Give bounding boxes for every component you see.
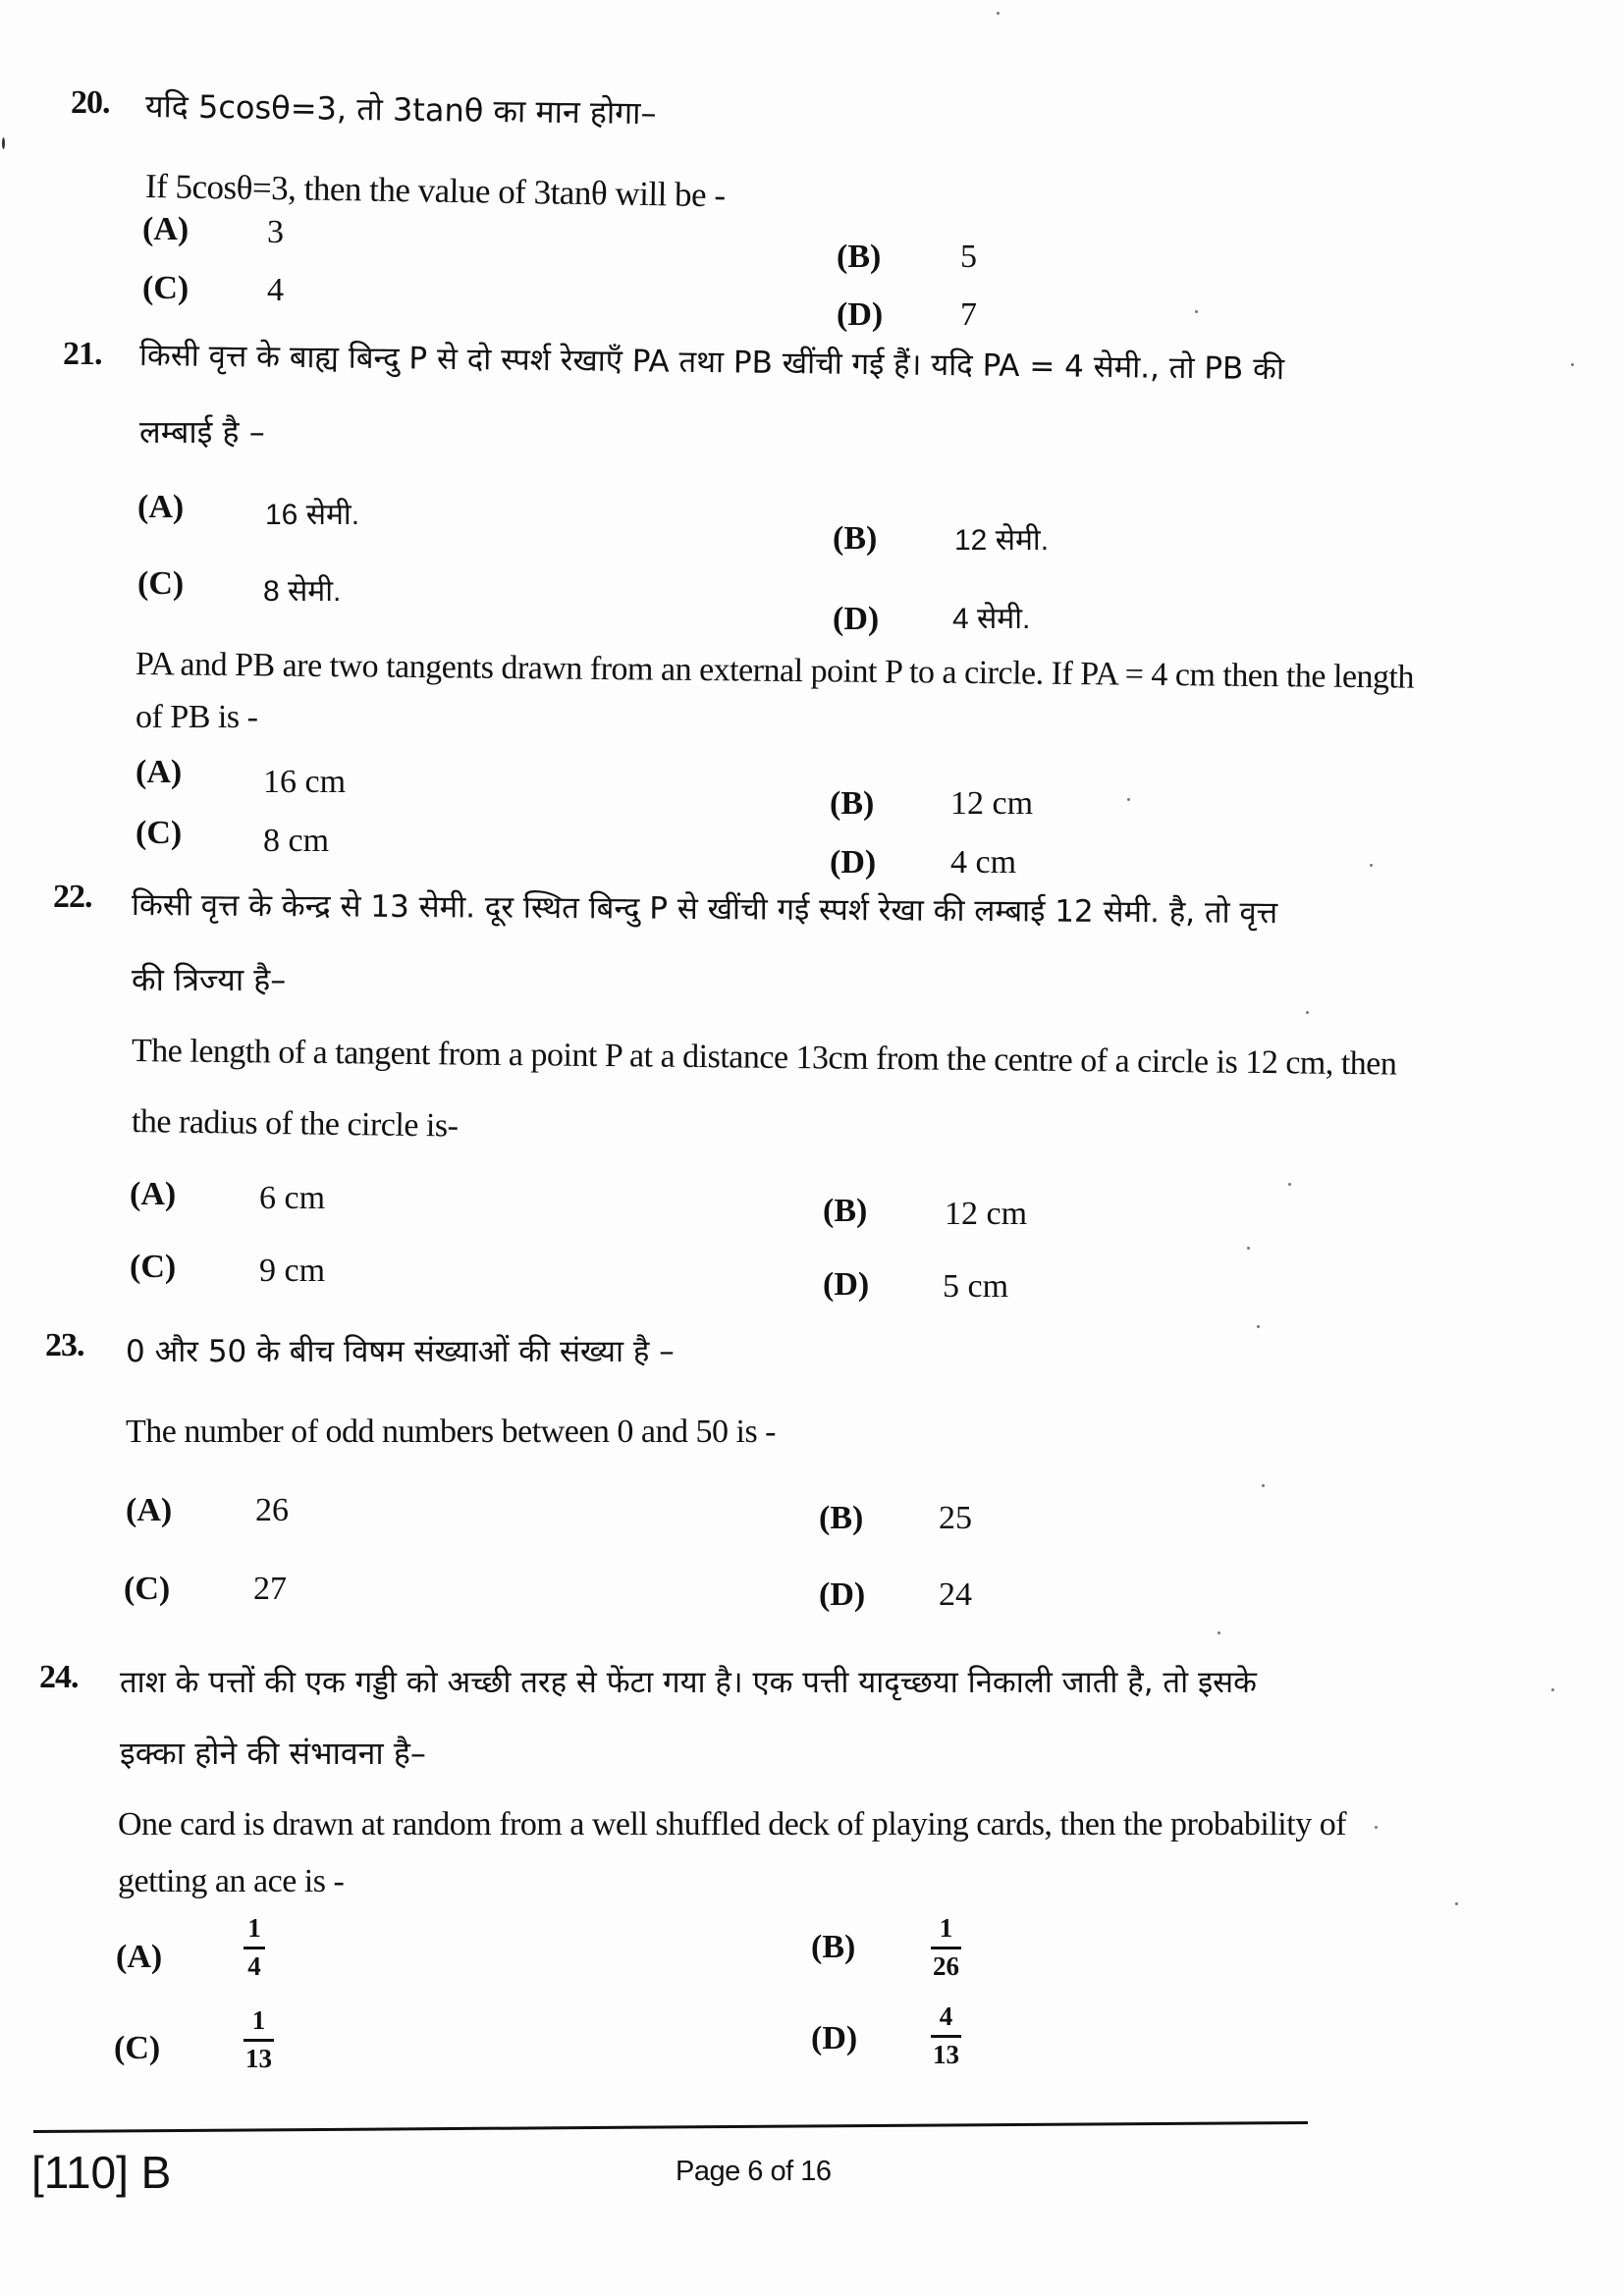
option-b-value: 12 cm [945,1196,1028,1232]
question-text-hindi: यदि 5cosθ=3, तो 3tanθ का मान होगा– [144,87,657,133]
option-a-label: (A) [137,489,185,525]
option-c-label: (C) [114,2030,161,2066]
scan-speck [1551,1688,1554,1691]
fraction-bar [244,1947,265,1949]
question-number: 24. [39,1659,79,1695]
option-b-label: (B) [837,239,882,275]
numerator: 1 [251,2005,266,2035]
option-c-value: 9 cm [259,1253,326,1289]
question-text-hindi-line-1: किसी वृत्त के बाह्य बिन्दु P से दो स्पर्श रेखाएँ PA तथा PB खींची गई हैं। यदि PA = 4 सेमी., तो PB की [138,338,1285,388]
fraction-bar [931,2035,961,2038]
denominator: 26 [933,1950,959,1981]
scan-speck [1247,1247,1250,1250]
option-a-label: (A) [126,1492,173,1528]
question-number: 22. [53,879,92,915]
scan-speck [1195,310,1198,313]
numerator: 4 [939,2002,953,2031]
option-a-label: (A) [130,1176,177,1212]
option-b-fraction [931,1914,961,1981]
scan-speck [1127,798,1130,801]
scan-speck [1218,1631,1220,1634]
option-b-value: 12 सेमी. [954,524,1050,557]
option-d-label: (D) [819,1576,866,1613]
page-indicator: Page 6 of 16 [676,2156,832,2187]
option-a-label: (A) [135,754,183,790]
option-c-label: (C) [142,270,189,306]
scan-speck [1257,1325,1260,1328]
scan-speck [1375,1826,1378,1829]
scan-speck [997,12,1000,15]
question-text-hindi-line-1: ताश के पत्तों की एक गड्डी को अच्छी तरह से फेंटा गया है। एक पत्ती यादृच्छया निकाली जाती है, तो इसके [120,1665,1257,1700]
question-text-english: If 5cosθ=3, then the value of 3tanθ will be - [144,167,726,215]
option-d-label: (D) [830,844,877,881]
option-c-value: 4 [267,272,284,308]
option-d-value: 7 [960,296,977,333]
question-number: 20. [71,84,110,121]
option-d-value: 24 [939,1576,972,1613]
denominator: 13 [245,2043,272,2073]
option-c-label: (C) [124,1571,171,1607]
option-b-label: (B) [811,1929,856,1965]
option-c-label: (C) [137,565,185,602]
scan-speck [1455,1902,1458,1905]
option-a-value: 16 सेमी. [265,499,360,531]
option-c-label: (C) [135,815,183,851]
scan-speck [1370,864,1373,867]
option-d-value: 5 cm [943,1268,1009,1305]
question-text-hindi-line-2: की त्रिज्या है– [132,961,287,998]
question-number: 21. [63,336,102,372]
option-b-label: (B) [833,520,878,557]
option-b-value: 25 [939,1500,972,1536]
option-b-label: (B) [830,785,875,822]
option-b-label: (B) [819,1500,864,1536]
question-number: 23. [45,1327,84,1363]
option-d-label: (D) [837,296,884,333]
fraction-bar [931,1947,961,1949]
scan-speck [1571,363,1574,366]
question-text-hindi: 0 और 50 के बीच विषम संख्याओं की संख्या है – [126,1334,675,1369]
footer-divider [33,2121,1308,2133]
scan-speck [1262,1484,1265,1487]
option-a-value: 16 cm [263,764,347,800]
question-text-english-line-2: the radius of the circle is- [131,1103,459,1145]
denominator: 13 [933,2039,959,2069]
option-d-label: (D) [823,1266,870,1303]
question-text-hindi-line-1: किसी वृत्त के केन्द्र से 13 सेमी. दूर स्थित बिन्दु P से खींची गई स्पर्श रेखा की लम्बाई 12 सेमी. है, तो वृत्त [131,887,1278,932]
question-text-hindi-line-2: लम्बाई है – [139,413,265,451]
option-b-value: 12 cm [950,785,1034,822]
option-c-label: (C) [130,1249,177,1285]
paper-code: [110] B [31,2147,172,2198]
option-d-label: (D) [833,601,880,637]
fraction-bar [244,2039,274,2042]
numerator: 1 [247,1913,261,1943]
option-d-label: (D) [811,2020,858,2056]
question-text-english-line-1: The length of a tangent from a point P at a distance 13cm from the centre of a circle is 12 cm, then [131,1033,1397,1083]
scan-speck [1288,1183,1291,1186]
option-a-label: (A) [116,1939,163,1975]
option-c-fraction [244,2006,274,2073]
question-text-hindi-line-2: इक्का होने की संभावना है– [120,1735,426,1772]
question-text-english-line-1: PA and PB are two tangents drawn from an external point P to a circle. If PA = 4 cm then the length [135,646,1415,696]
question-text-english-line-2: getting an ace is - [118,1863,345,1899]
option-a-value: 26 [255,1492,289,1528]
option-a-fraction [244,1914,265,1981]
option-a-value: 6 cm [259,1180,326,1216]
option-c-value: 8 सेमी. [263,575,342,608]
scan-speck [2,137,5,149]
option-c-value: 27 [253,1571,287,1607]
option-d-fraction [931,2002,961,2069]
option-d-value: 4 cm [950,844,1017,881]
question-text-english: The number of odd numbers between 0 and 50 is - [126,1414,776,1450]
option-a-value: 3 [267,214,284,250]
denominator: 4 [247,1950,261,1981]
option-a-label: (A) [142,211,189,247]
scan-speck [1306,1011,1309,1014]
option-b-value: 5 [960,239,977,275]
option-c-value: 8 cm [263,823,330,859]
option-d-value: 4 सेमी. [952,603,1031,635]
question-text-english-line-1: One card is drawn at random from a well shuffled deck of playing cards, then the probability of [118,1806,1347,1842]
numerator: 1 [939,1913,953,1943]
option-b-label: (B) [823,1193,868,1229]
question-text-english-line-2: of PB is - [135,699,258,735]
